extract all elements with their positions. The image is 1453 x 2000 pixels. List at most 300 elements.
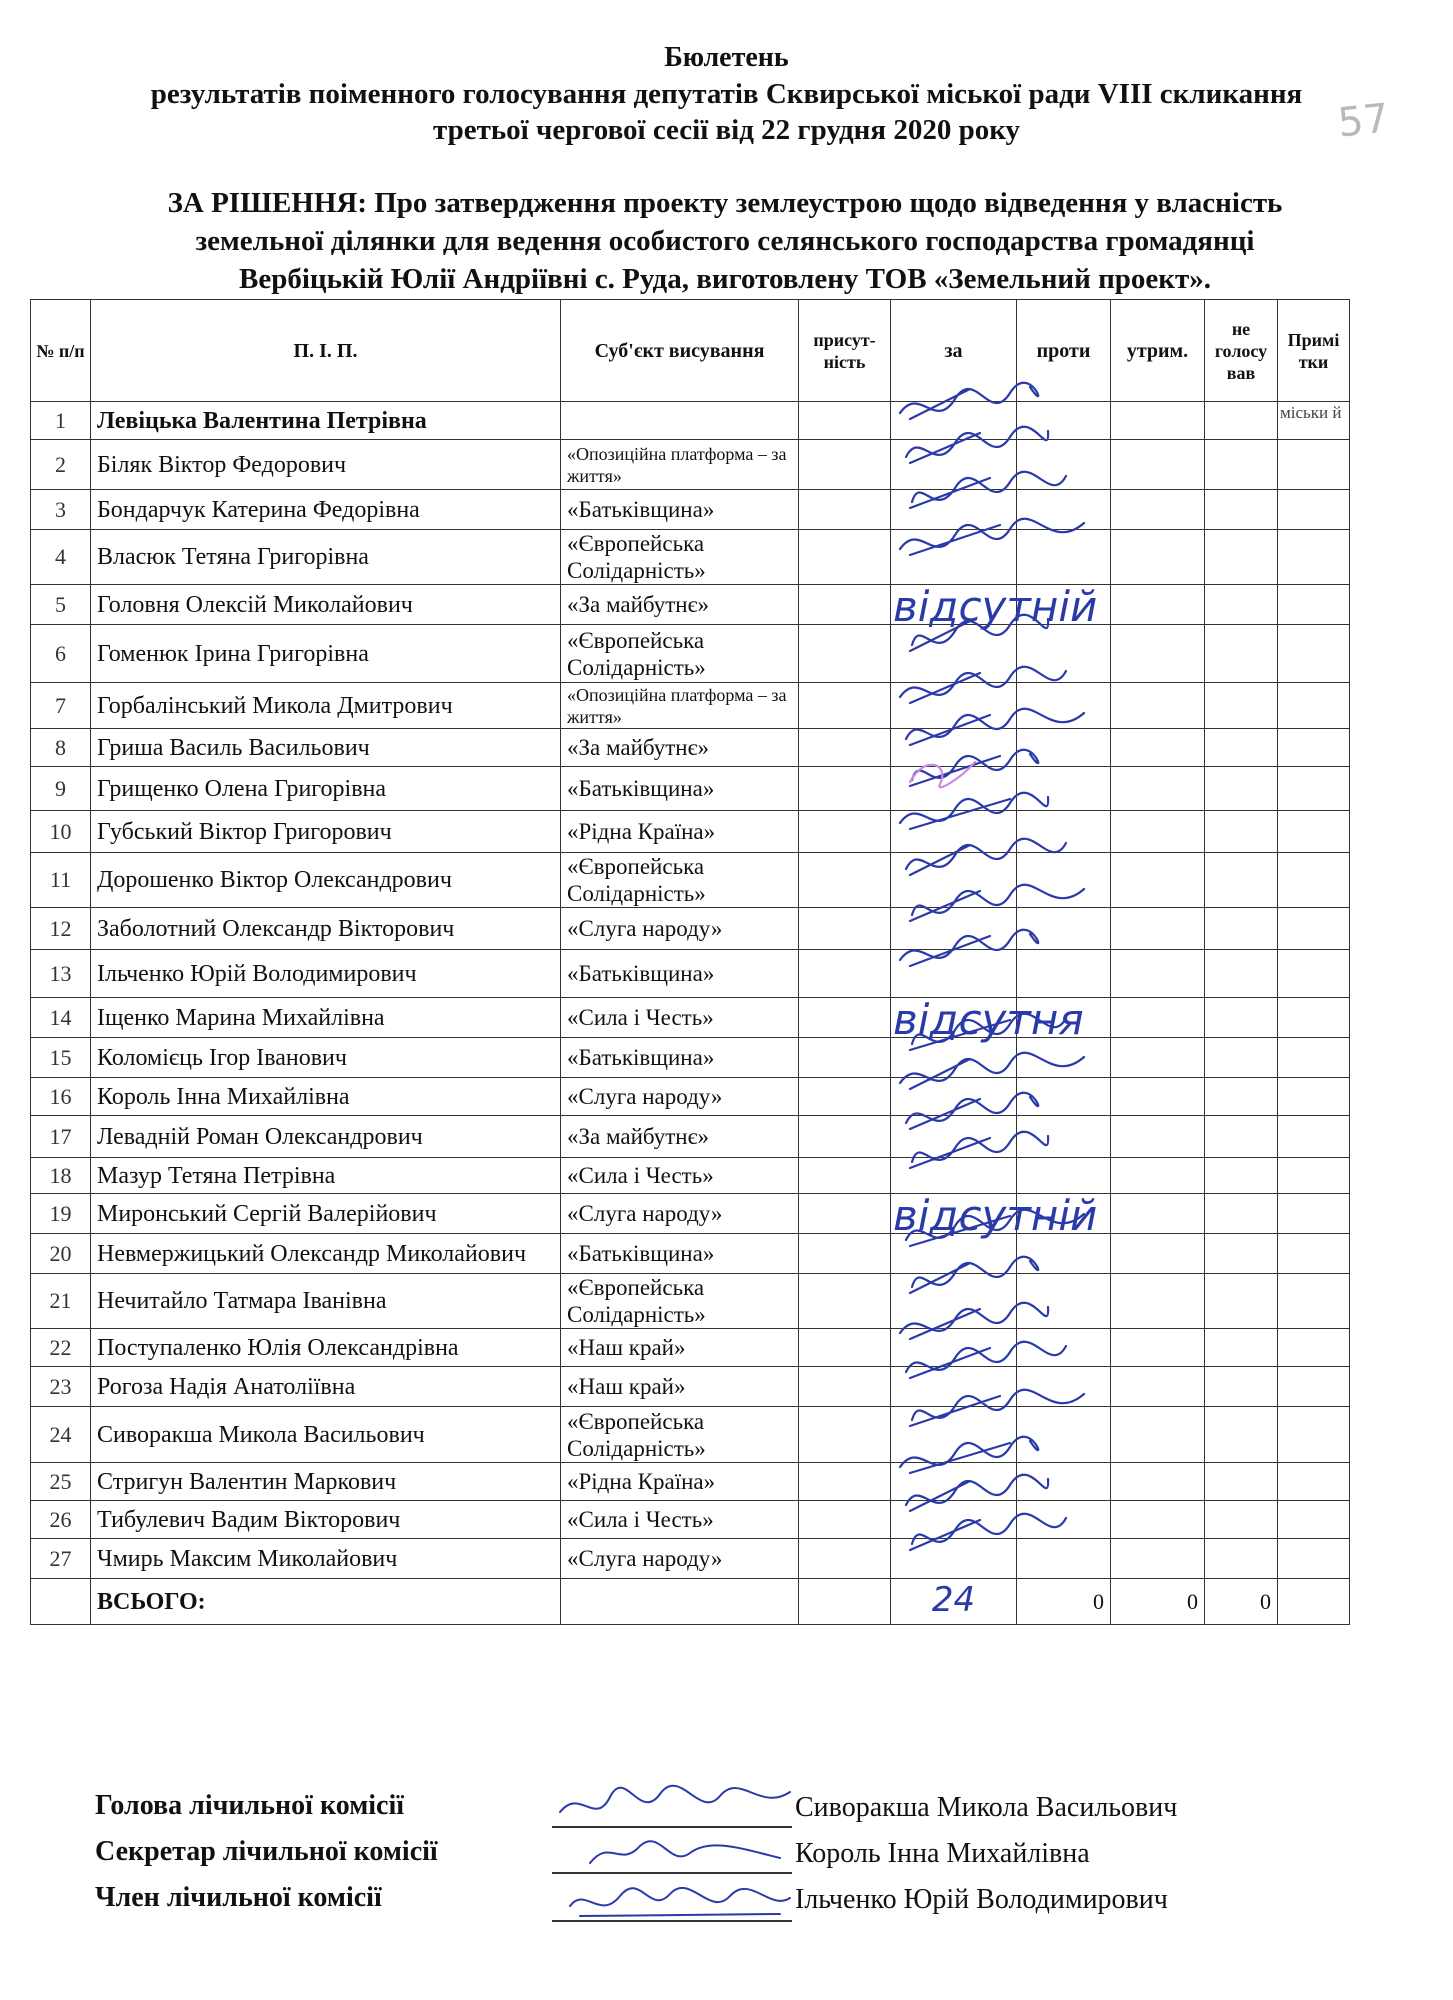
nominating-party: «За майбутнє» bbox=[561, 1116, 799, 1158]
present-cell bbox=[799, 1078, 891, 1116]
nominating-party: «Європейська Солідарність» bbox=[561, 853, 799, 908]
vote-against-cell bbox=[1017, 1501, 1111, 1539]
not-voted-cell bbox=[1205, 585, 1278, 625]
deputy-name: Сиворакша Микола Васильович bbox=[91, 1407, 561, 1463]
row-number: 25 bbox=[31, 1463, 91, 1501]
present-cell bbox=[799, 1234, 891, 1274]
row-number: 27 bbox=[31, 1539, 91, 1579]
col-header-against: проти bbox=[1017, 300, 1111, 402]
present-cell bbox=[799, 908, 891, 950]
chair-name: Сиворакша Микола Васильович bbox=[795, 1792, 1178, 1823]
not-voted-cell bbox=[1205, 490, 1278, 530]
present-cell bbox=[799, 1274, 891, 1329]
not-voted-cell bbox=[1205, 729, 1278, 767]
notes-cell bbox=[1278, 950, 1350, 998]
col-header-party: Суб'єкт висування bbox=[561, 300, 799, 402]
vote-for-cell bbox=[891, 729, 1017, 767]
vote-for-cell bbox=[891, 440, 1017, 490]
vote-for-cell bbox=[891, 1274, 1017, 1329]
row-number: 11 bbox=[31, 853, 91, 908]
vote-against-cell bbox=[1017, 1367, 1111, 1407]
row-number: 24 bbox=[31, 1407, 91, 1463]
table-row bbox=[31, 402, 1350, 440]
nominating-party: «Сила і Честь» bbox=[561, 1501, 799, 1539]
table-row bbox=[31, 683, 1350, 729]
row-number: 8 bbox=[31, 729, 91, 767]
present-cell bbox=[799, 1501, 891, 1539]
col-header-notes: Примі тки bbox=[1278, 300, 1350, 402]
session-line: третьої чергової сесії від 22 грудня 2020 року bbox=[433, 114, 1020, 146]
row-number: 2 bbox=[31, 440, 91, 490]
vote-for-cell bbox=[891, 530, 1017, 585]
deputy-name: Грищенко Олена Григорівна bbox=[91, 767, 561, 811]
vote-for-cell bbox=[891, 1501, 1017, 1539]
vote-abstain-cell bbox=[1111, 530, 1205, 585]
present-cell bbox=[799, 585, 891, 625]
row-number: 10 bbox=[31, 811, 91, 853]
nominating-party: «За майбутнє» bbox=[561, 729, 799, 767]
deputy-name: Ільченко Юрій Володимирович bbox=[91, 950, 561, 998]
commission-footer bbox=[0, 1790, 1453, 1950]
nominating-party bbox=[561, 402, 799, 440]
deputy-name: Гриша Василь Васильович bbox=[91, 729, 561, 767]
notes-cell bbox=[1278, 1463, 1350, 1501]
row-number: 3 bbox=[31, 490, 91, 530]
row-number: 15 bbox=[31, 1038, 91, 1078]
not-voted-cell bbox=[1205, 998, 1278, 1038]
total-notes-cell bbox=[1278, 1579, 1350, 1625]
not-voted-cell bbox=[1205, 683, 1278, 729]
table-row bbox=[31, 1158, 1350, 1194]
vote-abstain-cell bbox=[1111, 1234, 1205, 1274]
table-row bbox=[31, 625, 1350, 683]
nominating-party: «Батьківщина» bbox=[561, 950, 799, 998]
member-signature bbox=[550, 1876, 800, 1926]
deputy-name: Коломієць Ігор Іванович bbox=[91, 1038, 561, 1078]
bulletin-subtitle: результатів поіменного голосування депутатів Сквирської міської ради VIII скликання bbox=[150, 78, 1303, 110]
present-cell bbox=[799, 683, 891, 729]
col-header-num: № п/п bbox=[31, 300, 91, 402]
present-cell bbox=[799, 811, 891, 853]
present-cell bbox=[799, 1539, 891, 1579]
table-row bbox=[31, 585, 1350, 625]
total-not-voted: 0 bbox=[1205, 1579, 1278, 1625]
not-voted-cell bbox=[1205, 1078, 1278, 1116]
notes-cell bbox=[1278, 625, 1350, 683]
notes-cell bbox=[1278, 1274, 1350, 1329]
not-voted-cell bbox=[1205, 811, 1278, 853]
vote-against-cell bbox=[1017, 811, 1111, 853]
col-header-name: П. І. П. bbox=[91, 300, 561, 402]
row-number: 17 bbox=[31, 1116, 91, 1158]
vote-for-cell bbox=[891, 582, 1098, 631]
deputy-name: Левадній Роман Олександрович bbox=[91, 1116, 561, 1158]
total-for: 24 bbox=[931, 1579, 976, 1620]
present-cell bbox=[799, 767, 891, 811]
present-cell bbox=[799, 402, 891, 440]
not-voted-cell bbox=[1205, 1234, 1278, 1274]
deputy-name: Миронський Сергій Валерійович bbox=[91, 1194, 561, 1234]
handwritten-page-number: 57 bbox=[1335, 95, 1392, 147]
row-number: 7 bbox=[31, 683, 91, 729]
vote-abstain-cell bbox=[1111, 1078, 1205, 1116]
present-cell bbox=[799, 1367, 891, 1407]
not-voted-cell bbox=[1205, 950, 1278, 998]
present-cell bbox=[799, 1194, 891, 1234]
absent-mark: відсутній bbox=[893, 582, 1098, 631]
vote-abstain-cell bbox=[1111, 767, 1205, 811]
vote-abstain-cell bbox=[1111, 1539, 1205, 1579]
not-voted-cell bbox=[1205, 1038, 1278, 1078]
vote-abstain-cell bbox=[1111, 1158, 1205, 1194]
table-row bbox=[31, 1539, 1350, 1579]
vote-for-cell bbox=[891, 1078, 1017, 1116]
vote-for-cell bbox=[891, 402, 1017, 440]
not-voted-cell bbox=[1205, 440, 1278, 490]
total-party-cell bbox=[561, 1579, 799, 1625]
not-voted-cell bbox=[1205, 1501, 1278, 1539]
nominating-party: «Європейська Солідарність» bbox=[561, 1407, 799, 1463]
notes-cell bbox=[1278, 1367, 1350, 1407]
nominating-party: «Сила і Честь» bbox=[561, 998, 799, 1038]
deputy-name: Губський Віктор Григорович bbox=[91, 811, 561, 853]
vote-abstain-cell bbox=[1111, 1194, 1205, 1234]
secretary-role: Секретар лічильної комісії bbox=[95, 1836, 438, 1867]
notes-cell bbox=[1278, 853, 1350, 908]
vote-against-cell bbox=[1017, 683, 1111, 729]
table-row bbox=[31, 1234, 1350, 1274]
row-number: 6 bbox=[31, 625, 91, 683]
decision-line-2: земельної ділянки для ведення особистого селянського господарства громадянці bbox=[195, 225, 1255, 257]
present-cell bbox=[799, 1329, 891, 1367]
note-text: міськи й bbox=[1280, 403, 1342, 422]
row-number: 19 bbox=[31, 1194, 91, 1234]
vote-abstain-cell bbox=[1111, 683, 1205, 729]
present-cell bbox=[799, 1038, 891, 1078]
notes-cell bbox=[1278, 1038, 1350, 1078]
nominating-party: «Європейська Солідарність» bbox=[561, 1274, 799, 1329]
row-number: 1 bbox=[31, 402, 91, 440]
notes-cell bbox=[1278, 1407, 1350, 1463]
vote-abstain-cell bbox=[1111, 402, 1205, 440]
table-row bbox=[31, 1367, 1350, 1407]
member-role: Член лічильної комісії bbox=[95, 1882, 382, 1913]
vote-abstain-cell bbox=[1111, 1463, 1205, 1501]
vote-against-cell bbox=[1017, 625, 1111, 683]
deputy-name: Стригун Валентин Маркович bbox=[91, 1463, 561, 1501]
nominating-party: «Наш край» bbox=[561, 1367, 799, 1407]
vote-abstain-cell bbox=[1111, 1367, 1205, 1407]
table-row bbox=[31, 853, 1350, 908]
table-row bbox=[31, 729, 1350, 767]
vote-abstain-cell bbox=[1111, 625, 1205, 683]
deputy-name: Рогоза Надія Анатоліївна bbox=[91, 1367, 561, 1407]
deputy-name: Мазур Тетяна Петрівна bbox=[91, 1158, 561, 1194]
table-row bbox=[31, 1501, 1350, 1539]
notes-cell bbox=[1278, 1158, 1350, 1194]
secretary-signature bbox=[550, 1828, 800, 1878]
vote-abstain-cell bbox=[1111, 729, 1205, 767]
vote-for-cell bbox=[891, 995, 1084, 1044]
present-cell bbox=[799, 440, 891, 490]
table-header-row bbox=[31, 300, 1350, 402]
vote-for-cell bbox=[891, 1539, 1017, 1579]
table-row bbox=[31, 440, 1350, 490]
vote-for-cell bbox=[891, 1407, 1017, 1463]
vote-for-cell bbox=[891, 950, 1017, 998]
vote-abstain-cell bbox=[1111, 1116, 1205, 1158]
notes-cell bbox=[1278, 1501, 1350, 1539]
total-row bbox=[31, 1579, 1350, 1625]
total-for-cell bbox=[891, 1579, 1017, 1625]
vote-abstain-cell bbox=[1111, 998, 1205, 1038]
notes-cell bbox=[1278, 1116, 1350, 1158]
nominating-party: «За майбутнє» bbox=[561, 585, 799, 625]
absent-mark: відсутній bbox=[893, 1191, 1098, 1240]
table-row bbox=[31, 1116, 1350, 1158]
deputy-name: Біляк Віктор Федорович bbox=[91, 440, 561, 490]
not-voted-cell bbox=[1205, 625, 1278, 683]
table-row bbox=[31, 908, 1350, 950]
not-voted-cell bbox=[1205, 1407, 1278, 1463]
vote-for-cell bbox=[891, 853, 1017, 908]
not-voted-cell bbox=[1205, 1116, 1278, 1158]
present-cell bbox=[799, 1407, 891, 1463]
secretary-name: Король Інна Михайлівна bbox=[795, 1838, 1090, 1869]
total-present-cell bbox=[799, 1579, 891, 1625]
notes-cell bbox=[1278, 998, 1350, 1038]
nominating-party: «Слуга народу» bbox=[561, 1539, 799, 1579]
not-voted-cell bbox=[1205, 908, 1278, 950]
absent-mark: відсутня bbox=[893, 995, 1084, 1044]
nominating-party: «Батьківщина» bbox=[561, 1038, 799, 1078]
vote-against-cell bbox=[1017, 853, 1111, 908]
deputy-name: Головня Олексій Миколайович bbox=[91, 585, 561, 625]
row-number: 23 bbox=[31, 1367, 91, 1407]
nominating-party: «Сила і Честь» bbox=[561, 1158, 799, 1194]
deputy-name: Гоменюк Ірина Григорівна bbox=[91, 625, 561, 683]
deputy-name: Горбалінський Микола Дмитрович bbox=[91, 683, 561, 729]
not-voted-cell bbox=[1205, 1194, 1278, 1234]
table-row bbox=[31, 1329, 1350, 1367]
deputy-name: Тибулевич Вадим Вікторович bbox=[91, 1501, 561, 1539]
deputy-name: Власюк Тетяна Григорівна bbox=[91, 530, 561, 585]
notes-cell bbox=[1278, 1539, 1350, 1579]
vote-against-cell bbox=[1017, 1274, 1111, 1329]
vote-against-cell bbox=[1017, 767, 1111, 811]
deputy-name: Король Інна Михайлівна bbox=[91, 1078, 561, 1116]
vote-against-cell bbox=[1017, 1329, 1111, 1367]
row-number: 21 bbox=[31, 1274, 91, 1329]
vote-abstain-cell bbox=[1111, 1501, 1205, 1539]
vote-table bbox=[30, 299, 1350, 1625]
notes-cell bbox=[1278, 1194, 1350, 1234]
notes-cell bbox=[1278, 1234, 1350, 1274]
nominating-party: «Наш край» bbox=[561, 1329, 799, 1367]
deputy-name: Заболотний Олександр Вікторович bbox=[91, 908, 561, 950]
vote-against-cell bbox=[1017, 908, 1111, 950]
not-voted-cell bbox=[1205, 1329, 1278, 1367]
col-header-for: за bbox=[891, 300, 1017, 402]
row-number: 9 bbox=[31, 767, 91, 811]
present-cell bbox=[799, 729, 891, 767]
vote-against-cell bbox=[1017, 402, 1111, 440]
notes-cell bbox=[1278, 683, 1350, 729]
vote-for-cell bbox=[891, 625, 1017, 683]
not-voted-cell bbox=[1205, 1158, 1278, 1194]
not-voted-cell bbox=[1205, 1463, 1278, 1501]
deputy-name: Бондарчук Катерина Федорівна bbox=[91, 490, 561, 530]
deputy-name: Нечитайло Татмара Іванівна bbox=[91, 1274, 561, 1329]
present-cell bbox=[799, 1463, 891, 1501]
decision-line-3: Вербіцькій Юлії Андріївні с. Руда, виготовлену ТОВ «Земельний проект». bbox=[238, 263, 1211, 295]
total-label: ВСЬОГО: bbox=[91, 1579, 561, 1625]
vote-abstain-cell bbox=[1111, 440, 1205, 490]
table-row bbox=[31, 1078, 1350, 1116]
decision-title bbox=[80, 184, 1370, 298]
vote-for-cell bbox=[891, 490, 1017, 530]
table-row bbox=[31, 1194, 1350, 1234]
vote-for-cell bbox=[891, 1116, 1017, 1158]
table-row bbox=[31, 811, 1350, 853]
nominating-party: «Рідна Країна» bbox=[561, 1463, 799, 1501]
col-header-abstain: утрим. bbox=[1111, 300, 1205, 402]
notes-cell bbox=[1278, 729, 1350, 767]
row-number: 20 bbox=[31, 1234, 91, 1274]
not-voted-cell bbox=[1205, 1539, 1278, 1579]
notes-cell bbox=[1278, 440, 1350, 490]
vote-against-cell bbox=[1017, 1078, 1111, 1116]
table-row bbox=[31, 1463, 1350, 1501]
notes-cell bbox=[1278, 908, 1350, 950]
notes-cell bbox=[1278, 585, 1350, 625]
nominating-party: «Слуга народу» bbox=[561, 1078, 799, 1116]
present-cell bbox=[799, 998, 891, 1038]
nominating-party: «Рідна Країна» bbox=[561, 811, 799, 853]
table-row bbox=[31, 1407, 1350, 1463]
decision-line-1: ЗА РІШЕННЯ: Про затвердження проекту землеустрою щодо відведення у власність bbox=[167, 187, 1283, 219]
present-cell bbox=[799, 530, 891, 585]
vote-for-cell bbox=[891, 908, 1017, 950]
table-row bbox=[31, 950, 1350, 998]
col-header-not-voted: не голосу вав bbox=[1205, 300, 1278, 402]
vote-for-cell bbox=[891, 1329, 1017, 1367]
vote-for-cell bbox=[891, 767, 1017, 811]
vote-abstain-cell bbox=[1111, 585, 1205, 625]
col-header-present: присут-ність bbox=[799, 300, 891, 402]
present-cell bbox=[799, 950, 891, 998]
table-row bbox=[31, 530, 1350, 585]
deputy-name: Дорошенко Віктор Олександрович bbox=[91, 853, 561, 908]
row-number: 16 bbox=[31, 1078, 91, 1116]
not-voted-cell bbox=[1205, 530, 1278, 585]
notes-cell bbox=[1278, 1329, 1350, 1367]
nominating-party: «Батьківщина» bbox=[561, 767, 799, 811]
notes-cell bbox=[1278, 1078, 1350, 1116]
notes-cell bbox=[1278, 767, 1350, 811]
present-cell bbox=[799, 1116, 891, 1158]
row-number: 18 bbox=[31, 1158, 91, 1194]
vote-against-cell bbox=[1017, 440, 1111, 490]
total-abstain: 0 bbox=[1111, 1579, 1205, 1625]
vote-for-cell bbox=[891, 683, 1017, 729]
nominating-party: «Батьківщина» bbox=[561, 1234, 799, 1274]
vote-against-cell bbox=[1017, 530, 1111, 585]
vote-abstain-cell bbox=[1111, 1038, 1205, 1078]
row-number: 14 bbox=[31, 998, 91, 1038]
vote-against-cell bbox=[1017, 490, 1111, 530]
not-voted-cell bbox=[1205, 1367, 1278, 1407]
row-number: 22 bbox=[31, 1329, 91, 1367]
not-voted-cell bbox=[1205, 767, 1278, 811]
chair-signature bbox=[550, 1782, 800, 1832]
table-row bbox=[31, 1274, 1350, 1329]
deputy-name: Іщенко Марина Михайлівна bbox=[91, 998, 561, 1038]
vote-against-cell bbox=[1017, 1539, 1111, 1579]
table-row bbox=[31, 490, 1350, 530]
vote-abstain-cell bbox=[1111, 490, 1205, 530]
nominating-party: «Європейська Солідарність» bbox=[561, 625, 799, 683]
vote-against-cell bbox=[1017, 729, 1111, 767]
total-num-cell bbox=[31, 1579, 91, 1625]
vote-abstain-cell bbox=[1111, 1274, 1205, 1329]
row-number: 5 bbox=[31, 585, 91, 625]
chair-role: Голова лічильної комісії bbox=[95, 1790, 405, 1821]
nominating-party: «Європейська Солідарність» bbox=[561, 530, 799, 585]
vote-for-cell bbox=[891, 811, 1017, 853]
vote-for-cell bbox=[891, 1463, 1017, 1501]
nominating-party: «Батьківщина» bbox=[561, 490, 799, 530]
not-voted-cell bbox=[1205, 402, 1278, 440]
vote-abstain-cell bbox=[1111, 1329, 1205, 1367]
table-row bbox=[31, 767, 1350, 811]
present-cell bbox=[799, 1158, 891, 1194]
notes-cell bbox=[1278, 811, 1350, 853]
vote-against-cell bbox=[1017, 1116, 1111, 1158]
table-row bbox=[31, 998, 1350, 1038]
present-cell bbox=[799, 490, 891, 530]
vote-against-cell bbox=[1017, 1463, 1111, 1501]
vote-for-cell bbox=[891, 1158, 1017, 1194]
vote-against-cell bbox=[1017, 1407, 1111, 1463]
member-name: Ільченко Юрій Володимирович bbox=[795, 1884, 1168, 1915]
not-voted-cell bbox=[1205, 1274, 1278, 1329]
not-voted-cell bbox=[1205, 853, 1278, 908]
vote-abstain-cell bbox=[1111, 908, 1205, 950]
vote-for-cell bbox=[891, 1367, 1017, 1407]
nominating-party: «Слуга народу» bbox=[561, 908, 799, 950]
total-against: 0 bbox=[1017, 1579, 1111, 1625]
table-row bbox=[31, 1038, 1350, 1078]
vote-for-cell bbox=[891, 1191, 1098, 1240]
deputy-name: Чмирь Максим Миколайович bbox=[91, 1539, 561, 1579]
row-number: 4 bbox=[31, 530, 91, 585]
present-cell bbox=[799, 853, 891, 908]
row-number: 26 bbox=[31, 1501, 91, 1539]
notes-cell bbox=[1278, 490, 1350, 530]
deputy-name: Невмержицький Олександр Миколайович bbox=[91, 1234, 561, 1274]
vote-against-cell bbox=[1017, 950, 1111, 998]
bulletin-header bbox=[0, 40, 1453, 148]
nominating-party: «Слуга народу» bbox=[561, 1194, 799, 1234]
nominating-party: «Опозиційна платформа – за життя» bbox=[561, 440, 799, 490]
nominating-party: «Опозиційна платформа – за життя» bbox=[561, 683, 799, 729]
notes-cell bbox=[1278, 530, 1350, 585]
bulletin-title: Бюлетень bbox=[664, 42, 789, 73]
vote-abstain-cell bbox=[1111, 950, 1205, 998]
deputy-name: Поступаленко Юлія Олександрівна bbox=[91, 1329, 561, 1367]
vote-abstain-cell bbox=[1111, 811, 1205, 853]
